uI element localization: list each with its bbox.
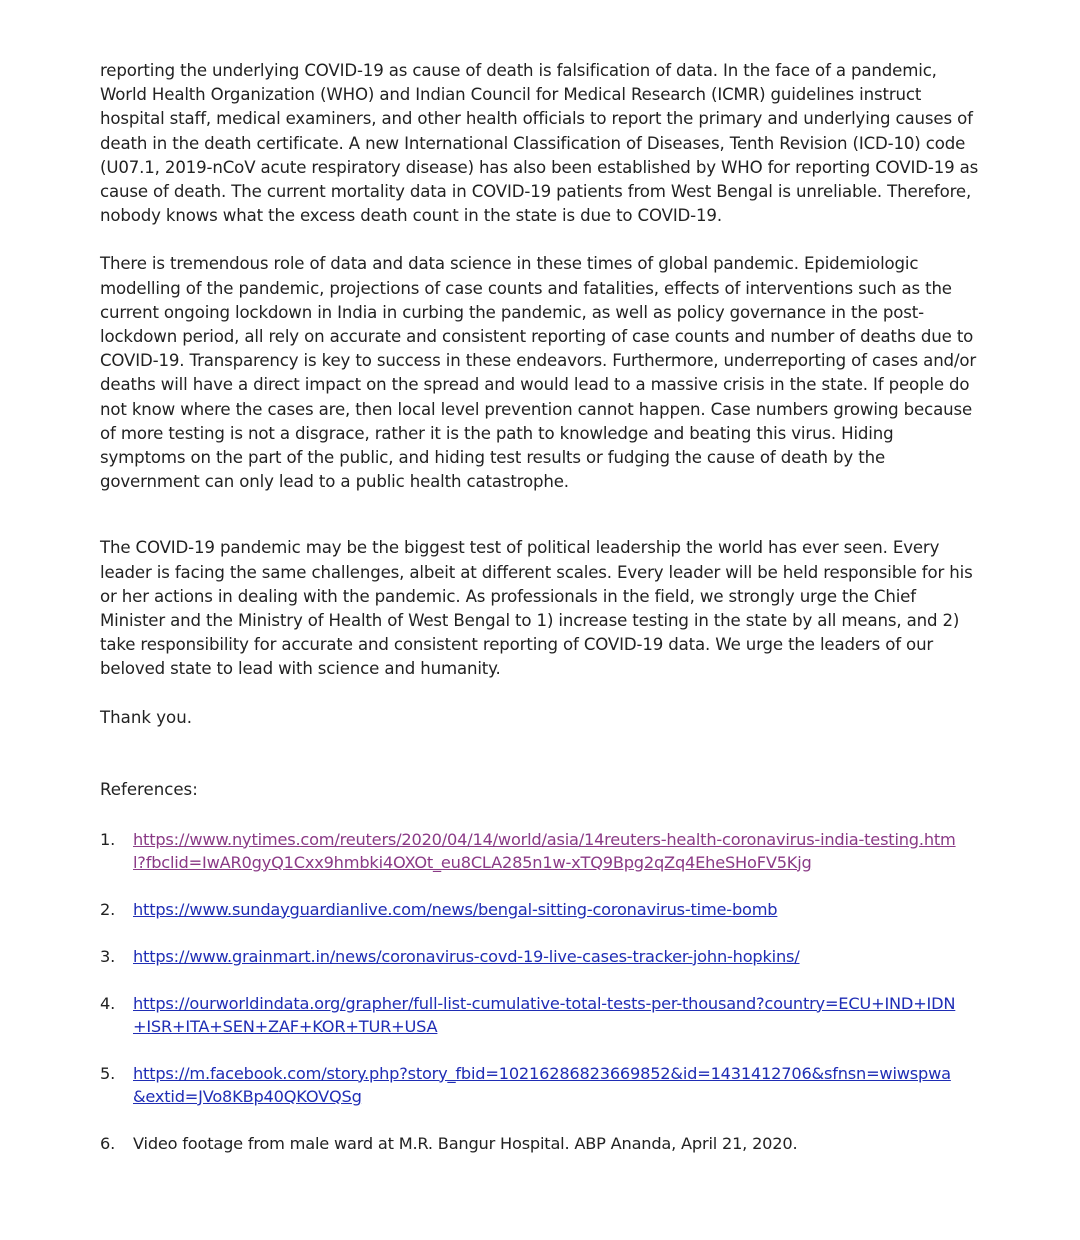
reference-number: 5. [100,1063,116,1083]
reference-item [100,945,980,968]
reference-number: 4. [100,993,116,1013]
reference-item [100,992,980,1038]
reference-link[interactable]: https://m.facebook.com/story.php?story_fbid=10216286823669852&id=1431412706&sfnsn=wiwspwa&extid=JVo8KBp40QKOVQSg [133,1063,951,1106]
document-page [100,59,980,1179]
reference-number: 2. [100,899,116,919]
reference-number: 6. [100,1133,116,1153]
reference-number: 3. [100,946,116,966]
body-paragraph-2: There is tremendous role of data and data science in these times of global pandemic. Epidemiologic modelling of the pandemic, projections of case counts and fatalities, effects of interventions such as the current ongoing lockdown in India in curbing the pandemic, as well as policy governance in the post-lockdown period, all rely on accurate and consistent reporting of case counts and number of deaths due to COVID-19. Transparency is key to success in these endeavors. Furthermore, underreporting of cases and/or deaths will have a direct impact on the spread and would lead to a massive crisis in the state. If people do not know where the cases are, then local level prevention cannot happen. Case numbers growing because of more testing is not a disgrace, rather it is the path to knowledge and beating this virus. Hiding symptoms on the part of the public, and hiding test results or fudging the cause of death by the government can only lead to a public health catastrophe. [100,254,977,492]
reference-link[interactable]: https://www.sundayguardianlive.com/news/bengal-sitting-coronavirus-time-bomb [133,899,778,919]
body-paragraph-3: The COVID-19 pandemic may be the biggest test of political leadership the world has ever seen. Every leader is facing the same challenges, albeit at different scales. Every leader will be held responsible for his or her actions in dealing with the pandemic. As professionals in the field, we strongly urge the Chief Minister and the Ministry of Health of West Bengal to 1) increase testing in the state by all means, and 2) take responsibility for accurate and consistent reporting of COVID-19 data. We urge the leaders of our beloved state to lead with science and humanity. [100,538,973,679]
reference-text: Video footage from male ward at M.R. Bangur Hospital. ABP Ananda, April 21, 2020. [133,1133,798,1153]
reference-item [100,828,980,874]
references-heading: References: [100,779,198,799]
reference-number: 1. [100,829,116,849]
reference-item [100,1132,980,1155]
references-list [100,828,980,1155]
reference-item [100,898,980,921]
reference-link[interactable]: https://ourworldindata.org/grapher/full-list-cumulative-total-tests-per-thousand?country=ECU+IND+IDN+ISR+ITA+SEN+ZAF+KOR+TUR+USA [133,993,956,1036]
reference-link[interactable]: https://www.grainmart.in/news/coronavirus-covd-19-live-cases-tracker-john-hopkins/ [133,946,800,966]
body-paragraph-1: reporting the underlying COVID-19 as cause of death is falsification of data. In the face of a pandemic, World Health Organization (WHO) and Indian Council for Medical Research (ICMR) guidelines instruct hospital staff, medical examiners, and other health officials to report the primary and underlying causes of death in the death certificate. A new International Classification of Diseases, Tenth Revision (ICD-10) code (U07.1, 2019-nCoV acute respiratory disease) has also been established by WHO for reporting COVID-19 as cause of death. The current mortality data in COVID-19 patients from West Bengal is unreliable. Therefore, nobody knows what the excess death count in the state is due to COVID-19. [100,61,979,226]
reference-item [100,1062,980,1108]
reference-link[interactable]: https://www.nytimes.com/reuters/2020/04/14/world/asia/14reuters-health-coronavirus-india-testing.html?fbclid=IwAR0gyQ1Cxx9hmbki4OXOt_eu8CLA285n1w-xTQ9Bpg2qZq4EheSHoFV5Kjg [133,829,956,872]
closing-text: Thank you. [100,707,192,727]
